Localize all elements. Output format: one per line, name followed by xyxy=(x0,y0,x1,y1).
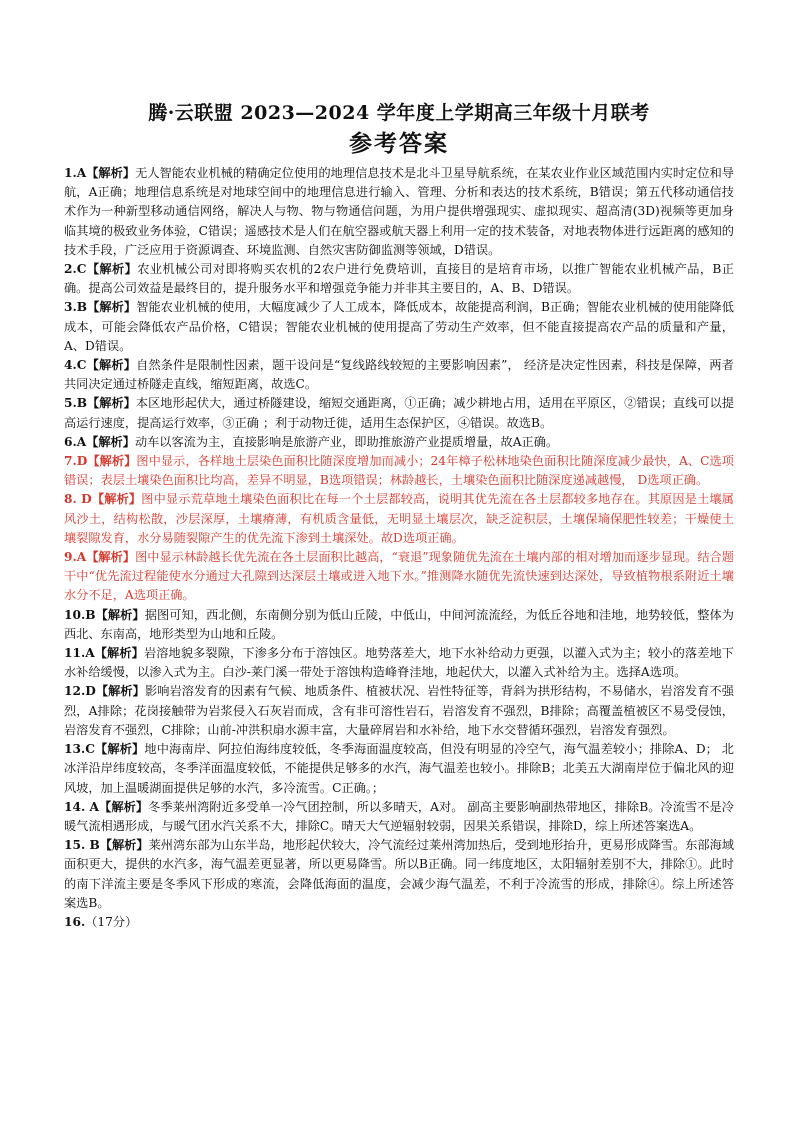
document-title: 腾·云联盟 2023—2024 学年度上学期高三年级十月联考 xyxy=(148,102,650,124)
answer-explanation: 无人智能农业机械的精确定位使用的地理信息技术是北斗卫星导航系统，在某农业作业区域范围内实时定位和导航，A正确；地理信息系统是对地球空间中的地理信息进行输入、管理、分析和表达的技术系统，B错误；第五代移动通信技术作为一种新型移动通信网络，解决人与物、物与物通信问题，为用户提供增强现实、虚拟现实、超高清(3D)视频等更加身临其境的极致业务体验，C错误；遥感技术是人们在航空器或航天器上利用一定的技术装备，对地表物体进行远距离的感知的技术手段，广泛应用于资源调查、环境监测、自然灾害防御监测等领域，D错误。 xyxy=(64,166,734,257)
answer-explanation: 农业机械公司对即将购买农机的2农户进行免费培训，直接目的是培育市场，以推广智能农业机械产品，B正确。提高公司效益是最终目的，提升服务水平和增强竞争能力并非其主要目的，A、B、D错误。 xyxy=(64,262,734,296)
answer-list xyxy=(64,164,734,932)
answer-explanation: 地中海南岸、阿拉伯海纬度较低，冬季海面温度较高，但没有明显的冷空气，海气温差较小；排除A、D； 北冰洋沿岸纬度较高，冬季洋面温度较低，不能提供足够多的水汽，海气温差也较小。排除B；北美五大湖南岸位于偏北风的迎风坡，加上温暖湖面提供足够的水汽，多冷流雪。C正确。； xyxy=(64,742,734,795)
answer-item xyxy=(64,740,734,798)
answer-item xyxy=(64,394,734,432)
answer-explanation: 本区地形起伏大，通过桥隧建设，缩短交通距离，①正确；减少耕地占用，适用在平原区，②错误；直线可以提高运行速度，提高运行效率，③正确 ；利于动物迁徙，适用生态保护区，④错误。故选B。 xyxy=(64,396,734,430)
answer-item xyxy=(64,452,734,490)
document-subtitle: 参考答案 xyxy=(349,130,449,157)
answer-explanation: 自然条件是限制性因素，题干设问是“复线路线较短的主要影响因素”， 经济是决定性因素，科技是保障，两者共同决定通过桥隧走直线，缩短距离，故选C。 xyxy=(64,358,734,392)
answer-explanation: 图中显示荒草地土壤染色面积比在每一个土层都较高，说明其优先流在各土层都较多地存在。其原因是土壤属风沙土，结构松散，沙层深厚，土壤瘠薄，有机质含量低，无明显土壤层次，缺乏淀积层，土壤保墒保肥性较差；干燥使土壤裂隙发育，水分易随裂隙产生的优先流下渗到土壤深处。故D选项正确。 xyxy=(64,492,734,545)
answer-explanation: （17分） xyxy=(85,914,138,929)
answer-number: 1.A【解析】 xyxy=(64,166,136,180)
answer-item xyxy=(64,798,734,836)
answer-number: 15. B【解析】 xyxy=(64,838,149,853)
answer-number: 5.B【解析】 xyxy=(64,396,136,411)
answer-explanation: 莱州湾东部为山东半岛，地形起伏较大，冷气流经过莱州湾加热后，受到地形抬升，更易形成降雪。东部海域面积更大，提供的水汽多，海气温差更显著，所以更易降雪。所以B正确。同一纬度地区，太阳辐射差别不大，排除①。此时的南下洋流主要是冬季风下形成的寒流，会降低海面的温度，会减少海气温差，不利于冷流雪的形成，排除④。综上所述答案选B。 xyxy=(64,838,735,910)
answer-explanation: 据图可知，西北侧，东南侧分别为低山丘陵，中低山，中间河流流经，为低丘谷地和洼地，地势较低，整体为西北、东南高，地形类型为山地和丘陵。 xyxy=(64,607,734,641)
answer-number: 16. xyxy=(64,914,86,929)
answer-item xyxy=(64,606,734,644)
answer-item xyxy=(64,164,734,260)
answer-item xyxy=(64,548,734,606)
answer-number: 6.A【解析】 xyxy=(64,434,135,449)
answer-number: 12.D【解析】 xyxy=(64,684,145,699)
answer-item xyxy=(64,260,734,298)
answer-explanation: 智能农业机械的使用，大幅度减少了人工成本，降低成本，故能提高利润，B正确；智能农业机械的使用能降低成本，可能会降低农产品价格，C错误；智能农业机械的使用提高了劳动生产效率，但不能直接提高农产品的质量和产量，A、D错误。 xyxy=(64,300,734,353)
answer-explanation: 影响岩溶发育的因素有气候、地质条件、植被状况、岩性特征等，背斜为拱形结构，不易储水，岩溶发育不强烈，A排除；花岗接触带为岩浆侵入石灰岩而成，含有非可溶性岩石，岩溶发育不强烈，B排除；高覆盖植被区不易受侵蚀，岩溶发育不强烈，C排除；山前-冲洪积扇水源丰富，大量碎屑岩和水补给，地下水交替循环强烈，岩溶发育强烈。 xyxy=(64,684,734,737)
answer-number: 10.B【解析】 xyxy=(64,607,145,622)
answer-number: 11.A【解析】 xyxy=(64,646,144,661)
answer-item xyxy=(64,298,734,356)
answer-item xyxy=(64,682,734,740)
answer-number: 7.D【解析】 xyxy=(64,454,137,469)
answer-item xyxy=(64,356,734,394)
answer-number: 14. A【解析】 xyxy=(64,799,149,814)
answer-explanation: 图中显示，各样地土层染色面积比随深度增加而减小；24年樟子松林地染色面积比随深度减少最快，A、C选项错误；表层土壤染色面积比均高，差异不明显，B选项错误；林龄越长，土壤染色面积比随深度递减越慢， D选项正确。 xyxy=(64,454,734,488)
answer-item xyxy=(64,836,734,913)
answer-number: 9.A【解析】 xyxy=(64,550,136,565)
answer-explanation: 动车以客流为主，直接影响是旅游产业，即助推旅游产业提质增量，故A正确。 xyxy=(134,434,559,449)
answer-explanation: 图中显示林龄越长优先流在各土层面积比越高，“衰退”现象随优先流在土壤内部的相对增加而逐步显现。结合题干中“优先流过程能使水分通过大孔隙到达深层土壤或进入地下水。”推测降水随优先流快速到达深处，导致植物根系附近土壤水分不足，A选项正确。 xyxy=(64,550,734,603)
answer-item xyxy=(64,433,734,452)
answer-explanation: 冬季莱州湾附近多受单一冷气团控制，所以多晴天，A对。 副高主要影响副热带地区，排除B。冷流雪不是冷暖气流相遇形成，与暖气团水汽关系不大，排除C。晴天大气逆辐射较弱，因果关系错误，排除D，综上所述答案选A。 xyxy=(64,799,734,833)
answer-item xyxy=(64,913,734,932)
answer-number: 8. D【解析】 xyxy=(64,492,142,507)
answer-number: 3.B【解析】 xyxy=(64,300,137,315)
answer-explanation: 岩溶地貌多裂隙，下渗多分布于溶蚀区。地势落差大，地下水补给动力更强，以灌入式为主；较小的落差地下水补给缓慢，以渗入式为主。白沙-莱门溪一带处于溶蚀构造峰脊洼地，地起伏大，以灌入式补给为主。选择A选项。 xyxy=(64,646,734,680)
answer-number: 2.C【解析】 xyxy=(64,262,138,277)
answer-number: 4.C【解析】 xyxy=(64,358,137,373)
answer-number: 13.C【解析】 xyxy=(64,742,145,757)
answer-item xyxy=(64,490,734,548)
answer-item xyxy=(64,644,734,682)
